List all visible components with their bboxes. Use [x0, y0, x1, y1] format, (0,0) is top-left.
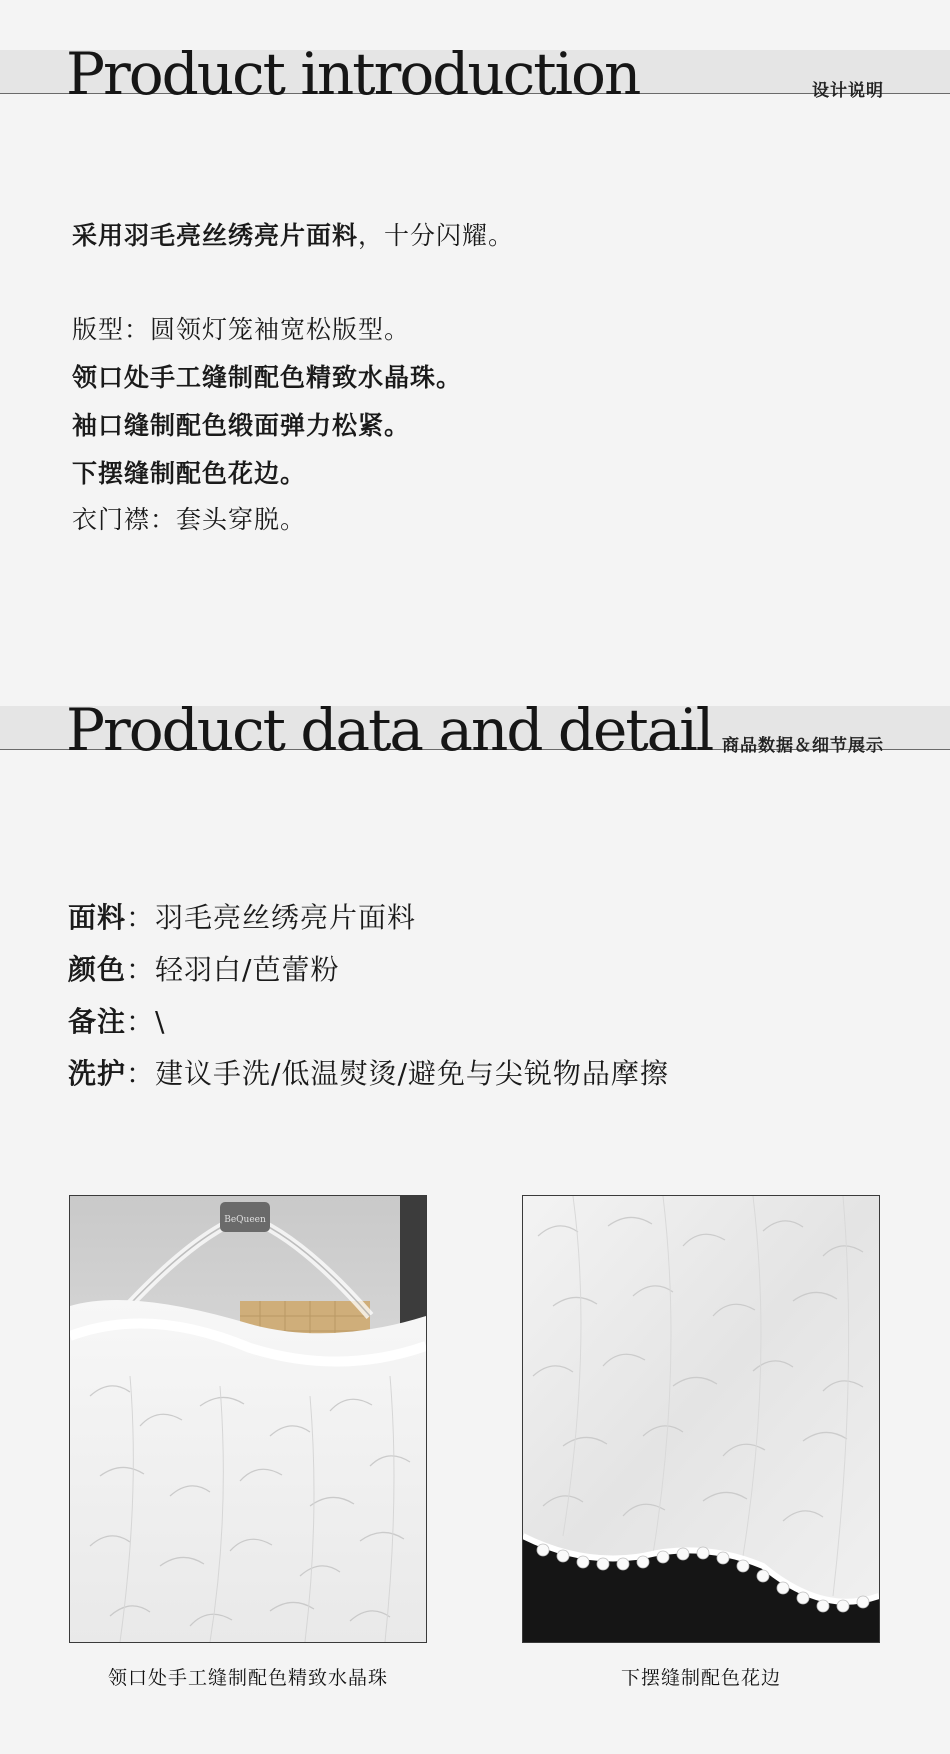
spec-key: 洗护	[68, 1057, 127, 1090]
section-title-data-detail: Product data and detail	[66, 696, 713, 764]
spec-row-fabric	[68, 896, 416, 936]
spec-key: 颜色	[68, 953, 127, 986]
collar-detail-illustration	[70, 1196, 426, 1642]
spec-value: 建议手洗/低温熨烫/避免与尖锐物品摩擦	[155, 1057, 669, 1090]
hem-detail-photo	[522, 1195, 880, 1643]
spec-sep: ：	[126, 1057, 156, 1090]
collar-detail-caption: 领口处手工缝制配色精致水晶珠	[107, 1667, 388, 1689]
spec-row-care	[68, 1052, 669, 1092]
spec-sep: ：	[126, 901, 156, 934]
intro-line-hem: 下摆缝制配色花边。	[72, 459, 307, 488]
spec-sep: ：	[126, 1005, 156, 1038]
intro-line-collar: 领口处手工缝制配色精致水晶珠。	[72, 363, 463, 392]
spec-sep: ：	[126, 953, 156, 986]
intro-line-cuff: 袖口缝制配色缎面弹力松紧。	[72, 411, 411, 440]
spec-key: 面料	[68, 901, 127, 934]
section-title-introduction: Product introduction	[66, 40, 640, 108]
intro-fabric-rest: ，十分闪耀。	[358, 221, 515, 250]
hanger-brand-label: BeQueen	[224, 1215, 266, 1225]
spec-value: 羽毛亮丝绣亮片面料	[155, 901, 417, 934]
spec-row-color	[68, 948, 339, 988]
hem-detail-illustration	[523, 1196, 879, 1642]
collar-detail-photo	[69, 1195, 427, 1643]
section-subtitle-data-detail: 商品数据＆细节展示	[722, 736, 884, 756]
spec-row-note	[68, 1000, 165, 1040]
spec-key: 备注	[68, 1005, 127, 1038]
intro-line-fit: 版型：圆领灯笼袖宽松版型。	[72, 315, 411, 344]
intro-line-placket: 衣门襟：套头穿脱。	[72, 505, 307, 534]
spec-value: 轻羽白/芭蕾粉	[155, 953, 340, 986]
intro-fabric-strong: 采用羽毛亮丝绣亮片面料	[72, 221, 359, 250]
intro-line-fabric	[72, 216, 514, 252]
hem-detail-caption: 下摆缝制配色花边	[620, 1667, 781, 1689]
section-subtitle-design-notes: 设计说明	[812, 81, 884, 101]
spec-value: \	[155, 1005, 166, 1038]
